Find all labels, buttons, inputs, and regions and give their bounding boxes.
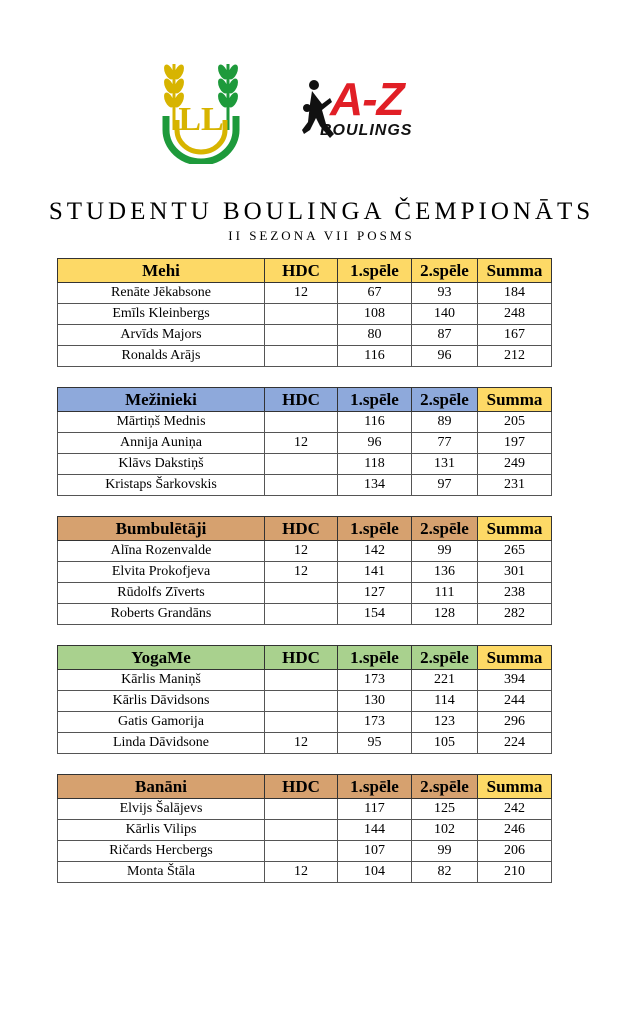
sum-header: Summa	[478, 775, 552, 799]
player-name: Klāvs Dakstiņš	[58, 454, 265, 475]
game2-score: 99	[412, 541, 478, 562]
hdc-value: 12	[265, 541, 338, 562]
game1-score: 107	[338, 841, 412, 862]
player-name: Monta Štāla	[58, 862, 265, 883]
hdc-value: 12	[265, 433, 338, 454]
player-name: Mārtiņš Mednis	[58, 412, 265, 433]
game1-score: 67	[338, 283, 412, 304]
hdc-value	[265, 712, 338, 733]
hdc-header: HDC	[265, 646, 338, 670]
player-row	[58, 604, 552, 625]
player-name: Emīls Kleinbergs	[58, 304, 265, 325]
team-header-row	[58, 517, 552, 541]
player-name: Alīna Rozenvalde	[58, 541, 265, 562]
team-name: Mehi	[58, 259, 265, 283]
player-row	[58, 691, 552, 712]
player-name: Kristaps Šarkovskis	[58, 475, 265, 496]
player-row	[58, 799, 552, 820]
player-name: Kārlis Vilips	[58, 820, 265, 841]
player-row	[58, 346, 552, 367]
hdc-value	[265, 799, 338, 820]
game2-score: 131	[412, 454, 478, 475]
player-row	[58, 733, 552, 754]
hdc-header: HDC	[265, 259, 338, 283]
page-title: STUDENTU BOULINGA ČEMPIONĀTS	[48, 198, 595, 225]
game1-score: 144	[338, 820, 412, 841]
hdc-value: 12	[265, 733, 338, 754]
player-row	[58, 670, 552, 691]
team-name: Bumbulētāji	[58, 517, 265, 541]
player-name: Ričards Hercbergs	[58, 841, 265, 862]
player-name: Gatis Gamorija	[58, 712, 265, 733]
player-name: Arvīds Majors	[58, 325, 265, 346]
hdc-value: 12	[265, 562, 338, 583]
game1-header: 1.spēle	[338, 517, 412, 541]
sum-score: 244	[478, 691, 552, 712]
logos-area	[0, 60, 643, 170]
player-row	[58, 433, 552, 454]
sum-score: 231	[478, 475, 552, 496]
game1-score: 130	[338, 691, 412, 712]
player-name: Elvita Prokofjeva	[58, 562, 265, 583]
game2-score: 114	[412, 691, 478, 712]
game1-header: 1.spēle	[338, 646, 412, 670]
az-text: A-Z	[330, 73, 404, 125]
hdc-value	[265, 583, 338, 604]
player-row	[58, 412, 552, 433]
boulings-text: BOULINGS	[320, 122, 413, 139]
game2-score: 87	[412, 325, 478, 346]
sum-header: Summa	[478, 388, 552, 412]
sum-score: 301	[478, 562, 552, 583]
sum-score: 265	[478, 541, 552, 562]
game2-score: 77	[412, 433, 478, 454]
game2-score: 111	[412, 583, 478, 604]
team-header-row	[58, 775, 552, 799]
player-row	[58, 304, 552, 325]
player-row	[58, 325, 552, 346]
hdc-value: 12	[265, 283, 338, 304]
game1-score: 80	[338, 325, 412, 346]
player-name: Annija Auniņa	[58, 433, 265, 454]
sum-score: 224	[478, 733, 552, 754]
player-row	[58, 583, 552, 604]
game2-score: 125	[412, 799, 478, 820]
sum-score: 184	[478, 283, 552, 304]
hdc-value: 12	[265, 862, 338, 883]
game1-score: 116	[338, 346, 412, 367]
sum-score: 246	[478, 820, 552, 841]
page-subtitle: II SEZONA VII POSMS	[228, 228, 415, 243]
game2-score: 82	[412, 862, 478, 883]
game1-header: 1.spēle	[338, 388, 412, 412]
hdc-value	[265, 841, 338, 862]
player-row	[58, 283, 552, 304]
game2-score: 136	[412, 562, 478, 583]
team-table	[57, 774, 552, 883]
hdc-value	[265, 325, 338, 346]
sum-header: Summa	[478, 517, 552, 541]
team-name: Mežinieki	[58, 388, 265, 412]
player-row	[58, 862, 552, 883]
sum-score: 238	[478, 583, 552, 604]
game1-score: 118	[338, 454, 412, 475]
hdc-value	[265, 475, 338, 496]
game1-header: 1.spēle	[338, 775, 412, 799]
player-name: Linda Dāvidsone	[58, 733, 265, 754]
team-table	[57, 516, 552, 625]
team-name: YogaMe	[58, 646, 265, 670]
player-row	[58, 841, 552, 862]
az-boulings-logo	[300, 73, 440, 139]
sum-score: 210	[478, 862, 552, 883]
sum-header: Summa	[478, 646, 552, 670]
player-name: Roberts Grandāns	[58, 604, 265, 625]
game1-score: 127	[338, 583, 412, 604]
game2-header: 2.spēle	[412, 646, 478, 670]
hdc-value	[265, 604, 338, 625]
sum-score: 206	[478, 841, 552, 862]
game2-header: 2.spēle	[412, 517, 478, 541]
game2-header: 2.spēle	[412, 259, 478, 283]
team-table	[57, 258, 552, 367]
team-name: Banāni	[58, 775, 265, 799]
game2-score: 89	[412, 412, 478, 433]
hdc-value	[265, 691, 338, 712]
game1-score: 96	[338, 433, 412, 454]
sum-score: 394	[478, 670, 552, 691]
game2-score: 96	[412, 346, 478, 367]
game1-score: 116	[338, 412, 412, 433]
sum-header: Summa	[478, 259, 552, 283]
llu-logo	[160, 60, 242, 164]
team-header-row	[58, 388, 552, 412]
hdc-value	[265, 346, 338, 367]
hdc-value	[265, 304, 338, 325]
game2-header: 2.spēle	[412, 775, 478, 799]
game2-score: 93	[412, 283, 478, 304]
sum-score: 205	[478, 412, 552, 433]
hdc-header: HDC	[265, 517, 338, 541]
game1-score: 154	[338, 604, 412, 625]
llu-letters: LL	[178, 101, 224, 138]
player-name: Rūdolfs Zīverts	[58, 583, 265, 604]
team-table	[57, 645, 552, 754]
hdc-header: HDC	[265, 388, 338, 412]
game2-score: 140	[412, 304, 478, 325]
sum-score: 242	[478, 799, 552, 820]
game2-score: 105	[412, 733, 478, 754]
sum-score: 249	[478, 454, 552, 475]
game2-header: 2.spēle	[412, 388, 478, 412]
sum-score: 197	[478, 433, 552, 454]
game1-header: 1.spēle	[338, 259, 412, 283]
player-row	[58, 712, 552, 733]
sum-score: 282	[478, 604, 552, 625]
player-name: Kārlis Maniņš	[58, 670, 265, 691]
game1-score: 142	[338, 541, 412, 562]
team-header-row	[58, 259, 552, 283]
game1-score: 134	[338, 475, 412, 496]
sum-score: 167	[478, 325, 552, 346]
game2-score: 221	[412, 670, 478, 691]
game1-score: 173	[338, 670, 412, 691]
hdc-value	[265, 412, 338, 433]
player-name: Renāte Jēkabsone	[58, 283, 265, 304]
player-name: Elvijs Šalājevs	[58, 799, 265, 820]
game1-score: 117	[338, 799, 412, 820]
game2-score: 102	[412, 820, 478, 841]
game1-score: 108	[338, 304, 412, 325]
player-row	[58, 562, 552, 583]
game1-score: 173	[338, 712, 412, 733]
game2-score: 97	[412, 475, 478, 496]
game2-score: 99	[412, 841, 478, 862]
sum-score: 212	[478, 346, 552, 367]
player-row	[58, 820, 552, 841]
team-header-row	[58, 646, 552, 670]
game2-score: 128	[412, 604, 478, 625]
sum-score: 248	[478, 304, 552, 325]
hdc-value	[265, 820, 338, 841]
game1-score: 95	[338, 733, 412, 754]
team-table	[57, 387, 552, 496]
player-name: Kārlis Dāvidsons	[58, 691, 265, 712]
player-row	[58, 454, 552, 475]
sum-score: 296	[478, 712, 552, 733]
game1-score: 104	[338, 862, 412, 883]
player-name: Ronalds Arājs	[58, 346, 265, 367]
hdc-header: HDC	[265, 775, 338, 799]
game2-score: 123	[412, 712, 478, 733]
hdc-value	[265, 670, 338, 691]
game1-score: 141	[338, 562, 412, 583]
hdc-value	[265, 454, 338, 475]
player-row	[58, 475, 552, 496]
player-row	[58, 541, 552, 562]
